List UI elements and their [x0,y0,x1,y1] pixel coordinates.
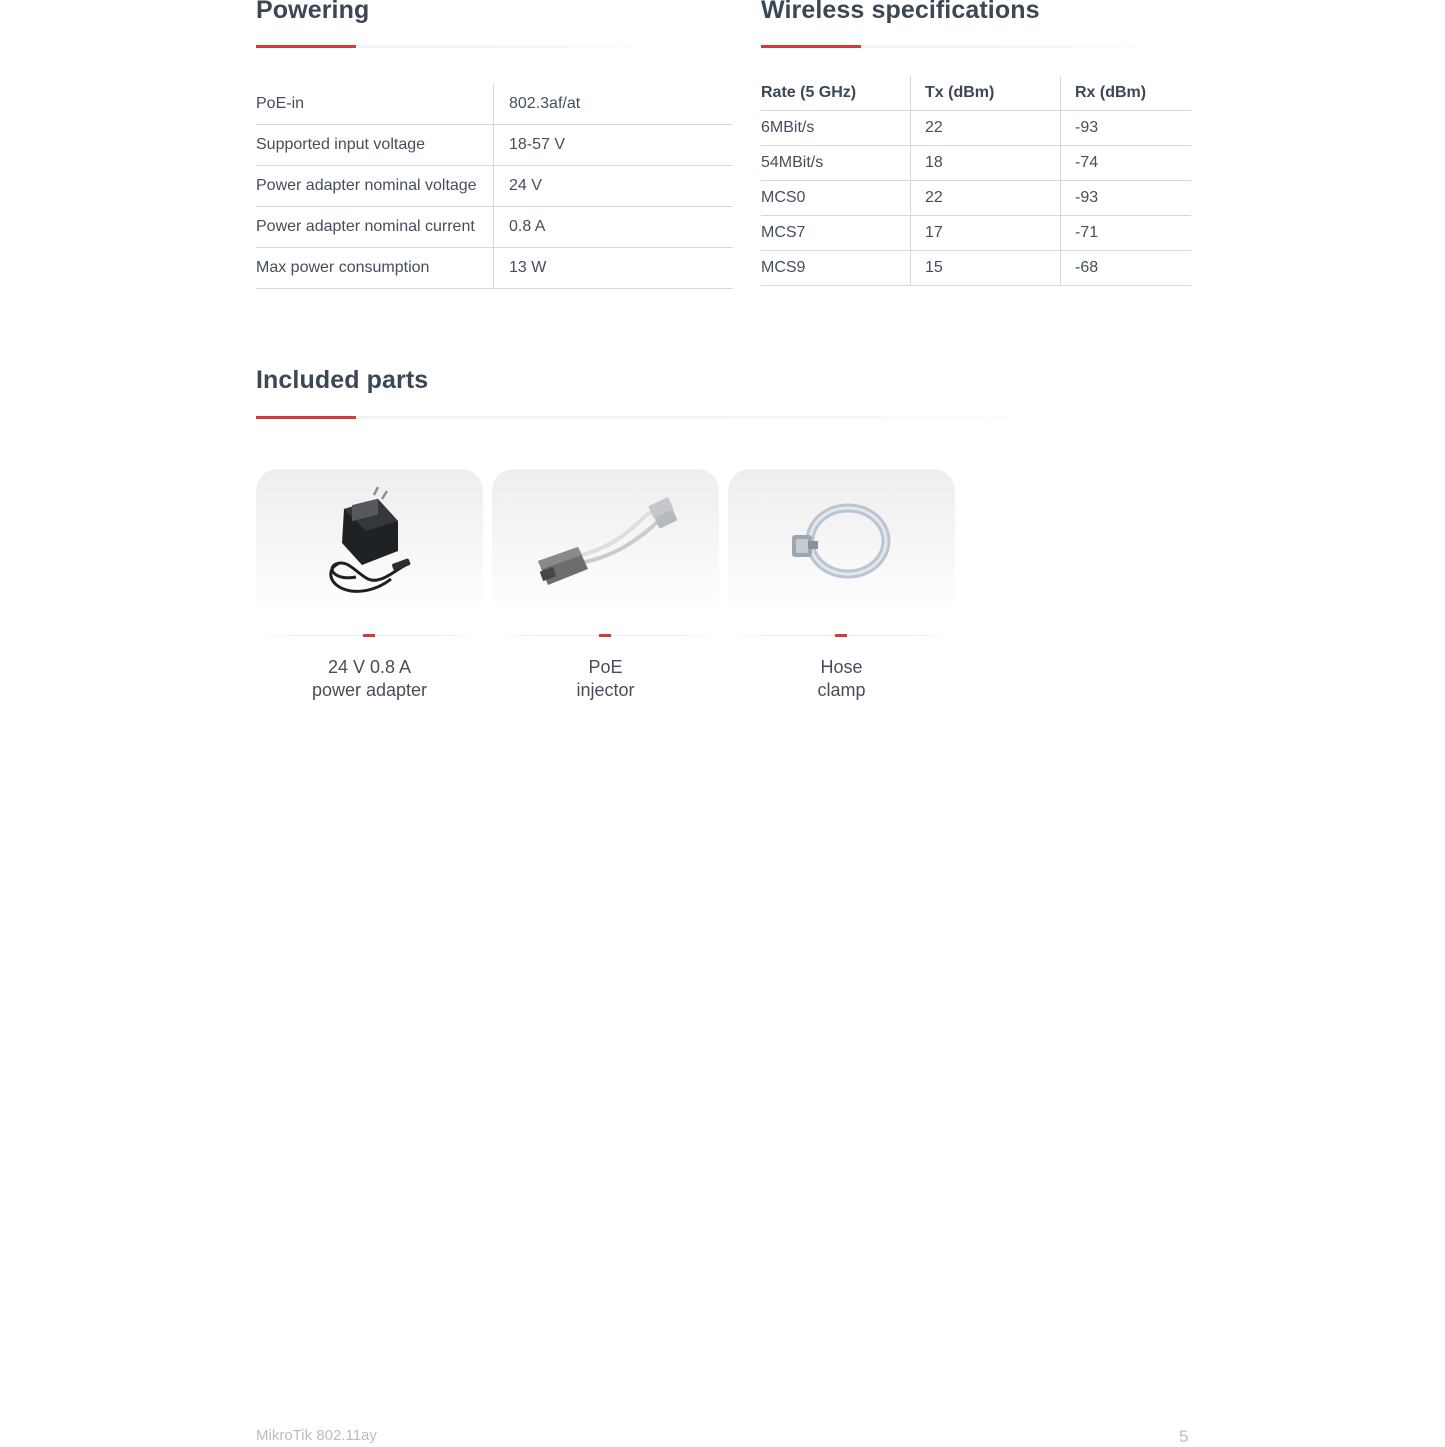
wireless-title-rule [761,45,1156,48]
wireless-title: Wireless specifications [761,0,1040,24]
rx-cell: -68 [1061,251,1192,286]
part-caption-line1: PoE [588,657,623,677]
powering-table [256,84,733,289]
table-row [761,251,1191,286]
included-parts-title-rule [256,416,1051,419]
spec-label: Power adapter nominal current [256,207,494,248]
tx-cell: 22 [911,181,1061,216]
spec-value: 802.3af/at [494,84,734,125]
table-row [256,84,733,125]
wireless-table [761,76,1191,286]
rate-cell: MCS0 [761,181,911,216]
accent-mark [599,634,611,637]
part-card-poe-injector [492,469,719,702]
part-caption-line2: injector [576,680,635,700]
hose-clamp-image [728,469,955,639]
part-caption [256,656,483,702]
spec-value: 24 V [494,166,734,207]
table-row [256,207,733,248]
part-card-hose-clamp [728,469,955,702]
rate-cell: MCS9 [761,251,911,286]
power-adapter-image [256,469,483,639]
rate-cell: 54MBit/s [761,146,911,181]
part-caption [728,656,955,702]
tx-cell: 15 [911,251,1061,286]
table-row [761,146,1191,181]
tx-cell: 18 [911,146,1061,181]
part-caption-line1: Hose [820,657,863,677]
part-card-power-adapter [256,469,483,702]
part-caption-line1: 24 V 0.8 A [327,657,412,677]
part-caption-line2: clamp [817,680,866,700]
accent-mark [835,634,847,637]
accent-mark [363,634,375,637]
tx-cell: 17 [911,216,1061,251]
accent-bar [761,45,861,48]
column-header-rate: Rate (5 GHz) [761,76,911,111]
rate-cell: MCS7 [761,216,911,251]
part-caption-line2: power adapter [311,680,428,700]
poe-injector-image [492,469,719,639]
table-row [761,216,1191,251]
powering-title: Powering [256,0,370,24]
column-header-rx: Rx (dBm) [1061,76,1192,111]
accent-bar [256,45,356,48]
rate-cell: 6MBit/s [761,111,911,146]
table-row [256,248,733,289]
accent-bar [256,416,356,419]
spec-value: 13 W [494,248,734,289]
table-row [256,166,733,207]
footer-product-name: MikroTik 802.11ay [256,1427,377,1444]
spec-value: 18-57 V [494,125,734,166]
spec-label: PoE-in [256,84,494,125]
powering-title-rule [256,45,651,48]
table-row [761,111,1191,146]
spec-label: Power adapter nominal voltage [256,166,494,207]
spec-label: Supported input voltage [256,125,494,166]
table-row [761,181,1191,216]
spec-label: Max power consumption [256,248,494,289]
rx-cell: -71 [1061,216,1192,251]
rx-cell: -74 [1061,146,1192,181]
spec-value: 0.8 A [494,207,734,248]
table-header-row [761,76,1191,111]
footer-page-number: 5 [1179,1427,1189,1446]
table-row [256,125,733,166]
column-header-tx: Tx (dBm) [911,76,1061,111]
included-parts-title: Included parts [256,366,429,394]
rx-cell: -93 [1061,111,1192,146]
tx-cell: 22 [911,111,1061,146]
part-caption [492,656,719,702]
rx-cell: -93 [1061,181,1192,216]
